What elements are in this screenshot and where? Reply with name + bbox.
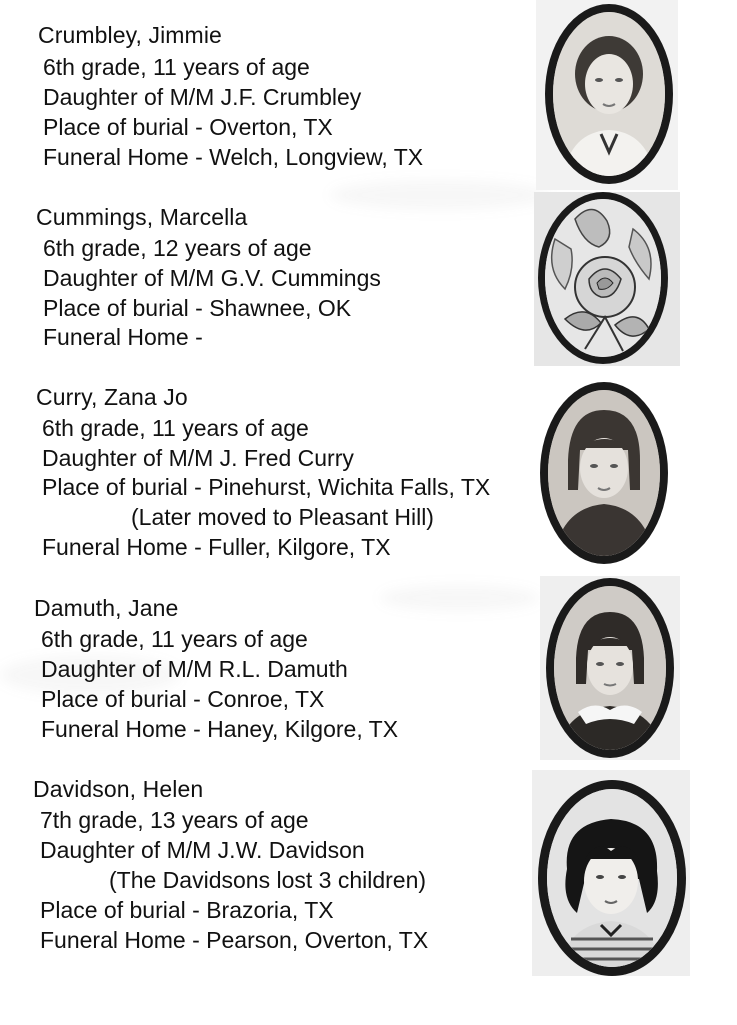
entry-name: Damuth, Jane bbox=[34, 595, 179, 621]
entry-name: Curry, Zana Jo bbox=[36, 384, 188, 410]
entry-parents: Daughter of M/M J.F. Crumbley bbox=[43, 84, 362, 110]
entry-parents: Daughter of M/M G.V. Cummings bbox=[43, 265, 381, 291]
entry-name: Crumbley, Jimmie bbox=[38, 22, 222, 48]
entry-funeral-home: Funeral Home - bbox=[43, 324, 203, 350]
entry-burial: Place of burial - Pinehurst, Wichita Falls, TX bbox=[42, 474, 491, 500]
entry-grade: 6th grade, 11 years of age bbox=[42, 415, 309, 441]
entry-burial: Place of burial - Conroe, TX bbox=[41, 686, 325, 712]
entry-funeral-home: Funeral Home - Haney, Kilgore, TX bbox=[41, 716, 399, 742]
portrait-photo bbox=[540, 382, 668, 564]
entry-parents: Daughter of M/M R.L. Damuth bbox=[41, 656, 348, 682]
entry-burial: Place of burial - Overton, TX bbox=[43, 114, 333, 140]
entry-funeral-home: Funeral Home - Fuller, Kilgore, TX bbox=[42, 534, 391, 560]
entry-parents: Daughter of M/M J.W. Davidson bbox=[40, 837, 365, 863]
rose-illustration bbox=[538, 192, 668, 364]
portrait-photo bbox=[545, 4, 673, 184]
entry-burial: Place of burial - Brazoria, TX bbox=[40, 897, 334, 923]
entry-grade: 6th grade, 11 years of age bbox=[41, 626, 308, 652]
entry-grade: 7th grade, 13 years of age bbox=[40, 807, 309, 833]
entry-grade: 6th grade, 12 years of age bbox=[43, 235, 312, 261]
portrait-photo bbox=[546, 578, 674, 758]
entry-parents: Daughter of M/M J. Fred Curry bbox=[42, 445, 354, 471]
entry-note: (The Davidsons lost 3 children) bbox=[109, 867, 427, 893]
portrait-photo bbox=[538, 780, 686, 976]
entry-funeral-home: Funeral Home - Pearson, Overton, TX bbox=[40, 927, 429, 953]
entry-grade: 6th grade, 11 years of age bbox=[43, 54, 310, 80]
entry-burial: Place of burial - Shawnee, OK bbox=[43, 295, 352, 321]
entry-name: Cummings, Marcella bbox=[36, 204, 248, 230]
entry-note: (Later moved to Pleasant Hill) bbox=[131, 504, 434, 530]
entry-funeral-home: Funeral Home - Welch, Longview, TX bbox=[43, 144, 424, 170]
entry-name: Davidson, Helen bbox=[33, 776, 204, 802]
